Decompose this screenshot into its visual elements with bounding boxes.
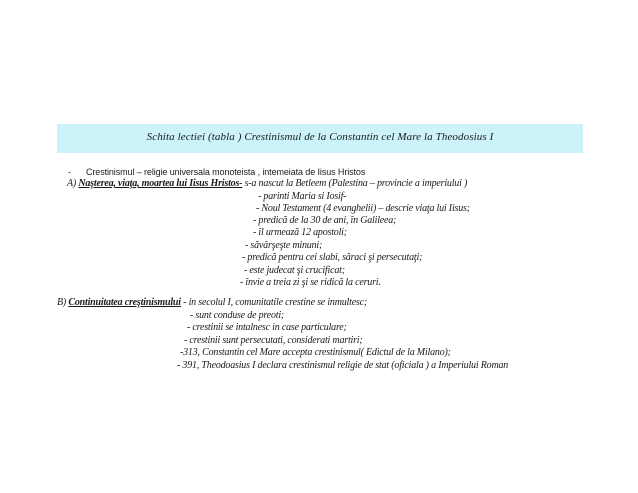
section-b-item: - crestinii sunt persecutati, considerati martiri;: [184, 335, 363, 346]
section-a-item: - îl urmează 12 apostoli;: [253, 227, 347, 238]
section-a-marker: A): [67, 178, 77, 189]
section-b-item: -313, Constantin cel Mare accepta crestinismul( Edictul de la Milano);: [180, 347, 451, 358]
section-b-item: - crestinii se intalnesc in case particulare;: [187, 322, 347, 333]
section-a-item: - parinti Maria si Iosif-: [258, 191, 347, 202]
section-a-item: - predică pentru cei slabi, săraci şi persecutaţi;: [242, 252, 423, 263]
section-a-item: - Noul Testament (4 evanghelii) – descrie viaţa lui Iisus;: [256, 203, 470, 214]
section-b-first-item: - in secolul I, comunitatile crestine se inmultesc;: [183, 297, 367, 308]
section-a-item: - predică de la 30 de ani, în Galileea;: [253, 215, 397, 226]
section-a-item: - este judecat şi crucificat;: [244, 265, 345, 276]
section-a-heading: Naşterea, viaţa, moartea lui Iisus Hristos-: [78, 178, 243, 189]
section-a-heading-line: [67, 178, 467, 190]
intro-bullet: -: [68, 167, 71, 177]
intro-text: Crestinismul – religie universala monoteista , intemeiata de Iisus Hristos: [86, 167, 366, 177]
section-a-first-item: s-a nascut la Betleem (Palestina – provincie a imperiului ): [244, 178, 468, 189]
section-a-item: - învie a treia zi şi se ridică la ceruri.: [240, 277, 381, 288]
section-b-marker: B): [57, 297, 67, 308]
section-b-heading: Continuitatea creştinismului: [68, 297, 181, 308]
section-b-item: - 391, Theodoasius I declara crestinismul religie de stat (oficiala ) a Imperiului Roman: [177, 360, 509, 371]
section-b-item: - sunt conduse de preoti;: [190, 310, 285, 321]
section-a-item: - săvârşeşte minuni;: [245, 240, 323, 251]
section-b-heading-line: [57, 297, 367, 309]
lesson-title: Schita lectiei (tabla ) Crestinismul de la Constantin cel Mare la Theodosius I: [146, 131, 494, 143]
title-band: [57, 124, 583, 153]
